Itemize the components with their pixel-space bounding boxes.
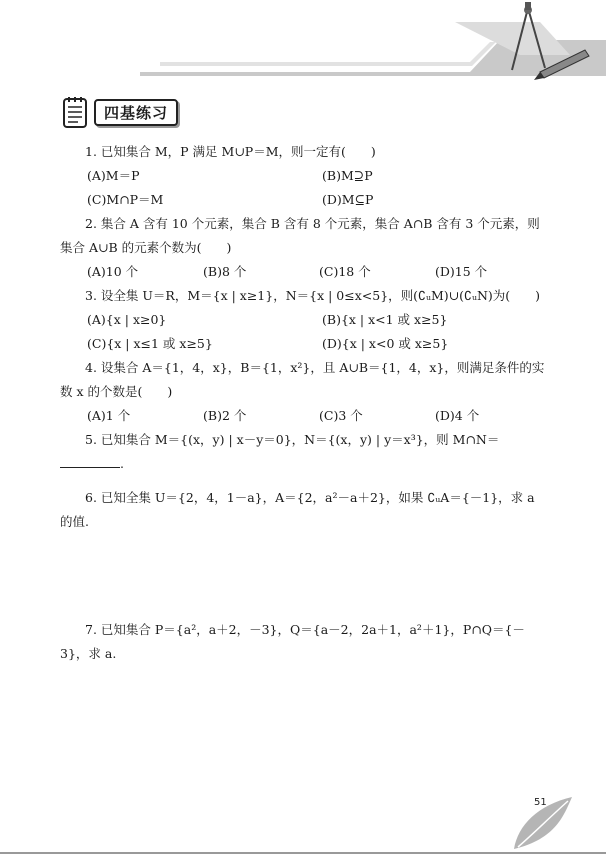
option: (B){x | x<1 或 x≥5} bbox=[322, 312, 448, 327]
question-2-options bbox=[60, 260, 550, 284]
question-1-stem: 1. 已知集合 M，P 满足 M∪P＝M，则一定有( ) bbox=[85, 144, 376, 159]
question-6-stem: 6. 已知全集 U＝{2，4，1－a}，A＝{2，a²－a＋2}，如果 ∁ᵤA＝{－1}，求 a 的值. bbox=[60, 490, 535, 529]
question-1-options bbox=[60, 164, 550, 212]
answer-blank bbox=[60, 453, 120, 468]
option: (C)18 个 bbox=[319, 264, 371, 279]
option: (A)1 个 bbox=[87, 408, 131, 423]
footer-rule bbox=[0, 852, 606, 854]
question-2-stem: 2. 集合 A 含有 10 个元素，集合 B 含有 8 个元素，集合 A∩B 含有 3 个元素，则集合 A∪B 的元素个数为( ) bbox=[60, 216, 540, 255]
option: (D)15 个 bbox=[435, 264, 488, 279]
question-3-options bbox=[60, 308, 550, 356]
option: (C)3 个 bbox=[319, 408, 363, 423]
option: (D)M⊆P bbox=[322, 192, 374, 207]
option: (B)M⊇P bbox=[322, 168, 373, 183]
option: (B)2 个 bbox=[203, 408, 247, 423]
option: (D){x | x<0 或 x≥5} bbox=[322, 336, 449, 351]
notepad-icon bbox=[62, 95, 90, 129]
question-5-stem: 5. 已知集合 M＝{(x，y) | x－y＝0}，N＝{(x，y) | y＝x³}，则 M∩N＝ bbox=[85, 432, 500, 447]
option: (D)4 个 bbox=[435, 408, 480, 423]
option: (A)M＝P bbox=[87, 168, 140, 183]
option: (A){x | x≥0} bbox=[87, 312, 167, 327]
question-5: 5. 已知集合 M＝{(x，y) | x－y＝0}，N＝{(x，y) | y＝x³}，则 M∩N＝ . bbox=[60, 428, 550, 476]
section-heading bbox=[62, 92, 178, 132]
option: (B)8 个 bbox=[203, 264, 247, 279]
header-decoration bbox=[0, 0, 606, 100]
option: (C){x | x≤1 或 x≥5} bbox=[87, 336, 213, 351]
option: (A)10 个 bbox=[87, 264, 139, 279]
exercise-list bbox=[60, 140, 550, 666]
question-4-stem: 4. 设集合 A＝{1，4，x}，B＝{1，x²}，且 A∪B＝{1，4，x}，则满足条件的实数 x 的个数是( ) bbox=[60, 360, 545, 399]
question-7-stem: 7. 已知集合 P＝{a²，a＋2，－3}，Q＝{a－2，2a＋1，a²＋1}，P∩Q＝{－3}，求 a. bbox=[60, 622, 525, 661]
question-3-stem: 3. 设全集 U＝R，M＝{x | x≥1}，N＝{x | 0≤x<5}，则(∁ᵤM)∪(∁ᵤN)为( ) bbox=[85, 288, 541, 303]
section-title: 四基练习 bbox=[94, 99, 178, 126]
option: (C)M∩P＝M bbox=[87, 192, 164, 207]
answer-space bbox=[60, 534, 550, 618]
page-number: 51 bbox=[534, 797, 547, 808]
question-4-options bbox=[60, 404, 550, 428]
